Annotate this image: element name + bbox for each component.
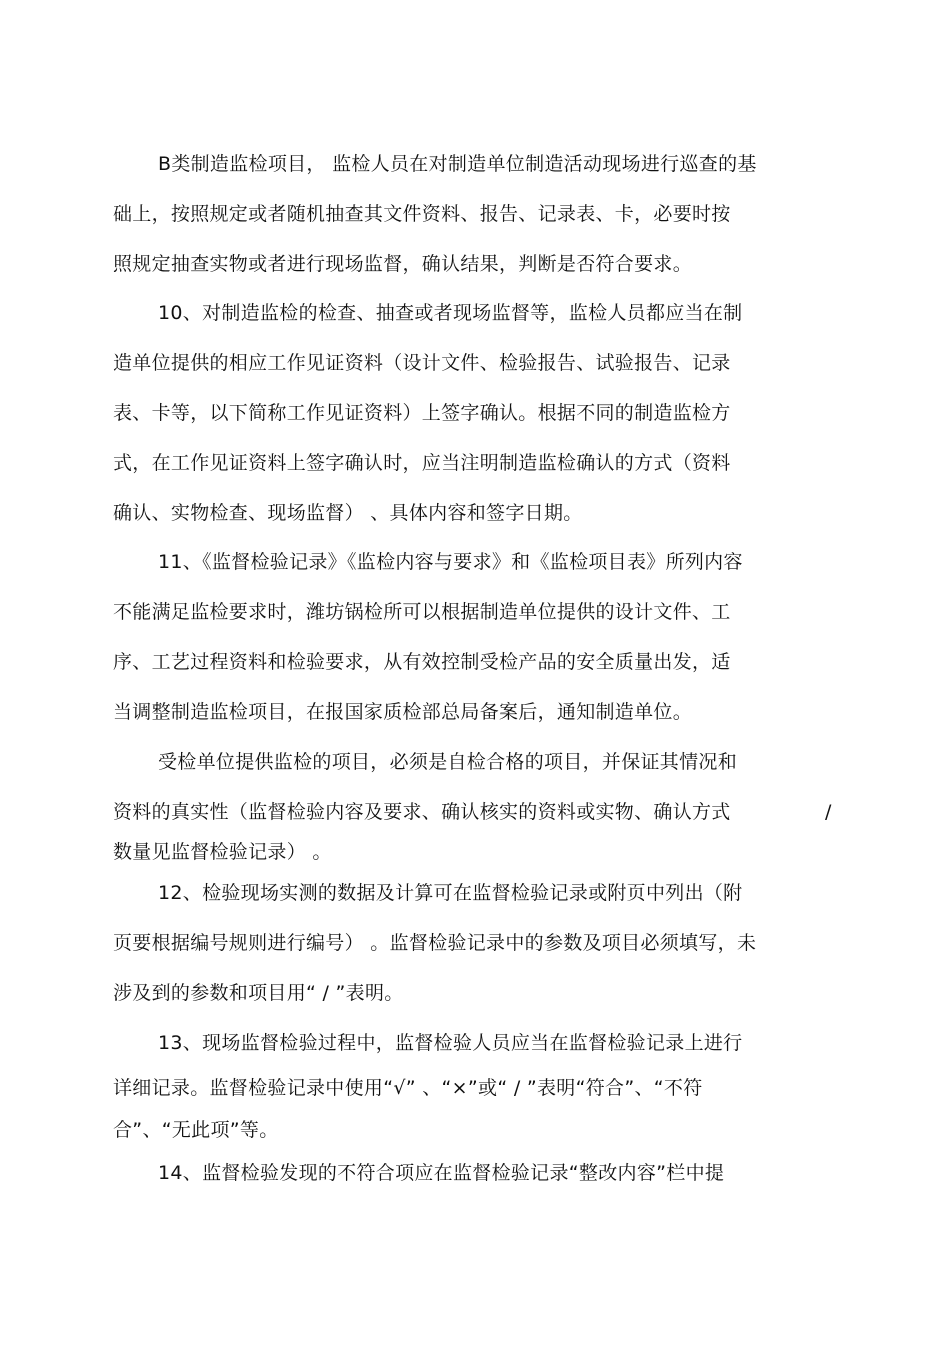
text-line: 础上，按照规定或者随机抽查其文件资料、报告、记录表、卡，必要时按 [113, 203, 731, 225]
text-line: 不能满足监检要求时，潍坊锅检所可以根据制造单位提供的设计文件、工 [113, 601, 731, 623]
text-line: 序、工艺过程资料和检验要求，从有效控制受检产品的安全质量出发，适 [113, 651, 731, 673]
text-line: 10、对制造监检的检查、抽查或者现场监督等，监检人员都应当在制 [158, 302, 743, 324]
text-line-fragment: / [825, 801, 832, 823]
text-line: 照规定抽查实物或者进行现场监督，确认结果，判断是否符合要求。 [113, 253, 693, 275]
text-line: 14、监督检验发现的不符合项应在监督检验记录“整改内容”栏中提 [158, 1162, 725, 1184]
text-line: 表、卡等，以下简称工作见证资料）上签字确认。根据不同的制造监检方 [113, 402, 731, 424]
text-line: 11、《监督检验记录》《监检内容与要求》和《监检项目表》所列内容 [158, 551, 743, 573]
text-line: 页要根据编号规则进行编号） 。监督检验记录中的参数及项目必须填写，未 [113, 932, 757, 954]
text-line: 数量见监督检验记录） 。 [113, 841, 332, 863]
text-line: 受检单位提供监检的项目，必须是自检合格的项目，并保证其情况和 [158, 751, 738, 773]
text-line: B类制造监检项目， 监检人员在对制造单位制造活动现场进行巡查的基 [158, 153, 757, 175]
text-line: 13、现场监督检验过程中，监督检验人员应当在监督检验记录上进行 [158, 1032, 743, 1054]
text-line: 合”、“无此项”等。 [113, 1119, 279, 1141]
text-line: 资料的真实性（监督检验内容及要求、确认核实的资料或实物、确认方式 [113, 801, 731, 823]
text-line: 12、检验现场实测的数据及计算可在监督检验记录或附页中列出（附 [158, 882, 743, 904]
text-line: 涉及到的参数和项目用“ / ”表明。 [113, 982, 404, 1004]
text-line: 当调整制造监检项目，在报国家质检部总局备案后，通知制造单位。 [113, 701, 693, 723]
text-line: 式，在工作见证资料上签字确认时，应当注明制造监检确认的方式（资料 [113, 452, 731, 474]
text-line: 详细记录。监督检验记录中使用“√” 、“×”或“ / ”表明“符合”、“不符 [113, 1077, 703, 1099]
text-line: 确认、实物检查、现场监督） 、具体内容和签字日期。 [113, 502, 583, 524]
text-line: 造单位提供的相应工作见证资料（设计文件、检验报告、试验报告、记录 [113, 352, 731, 374]
